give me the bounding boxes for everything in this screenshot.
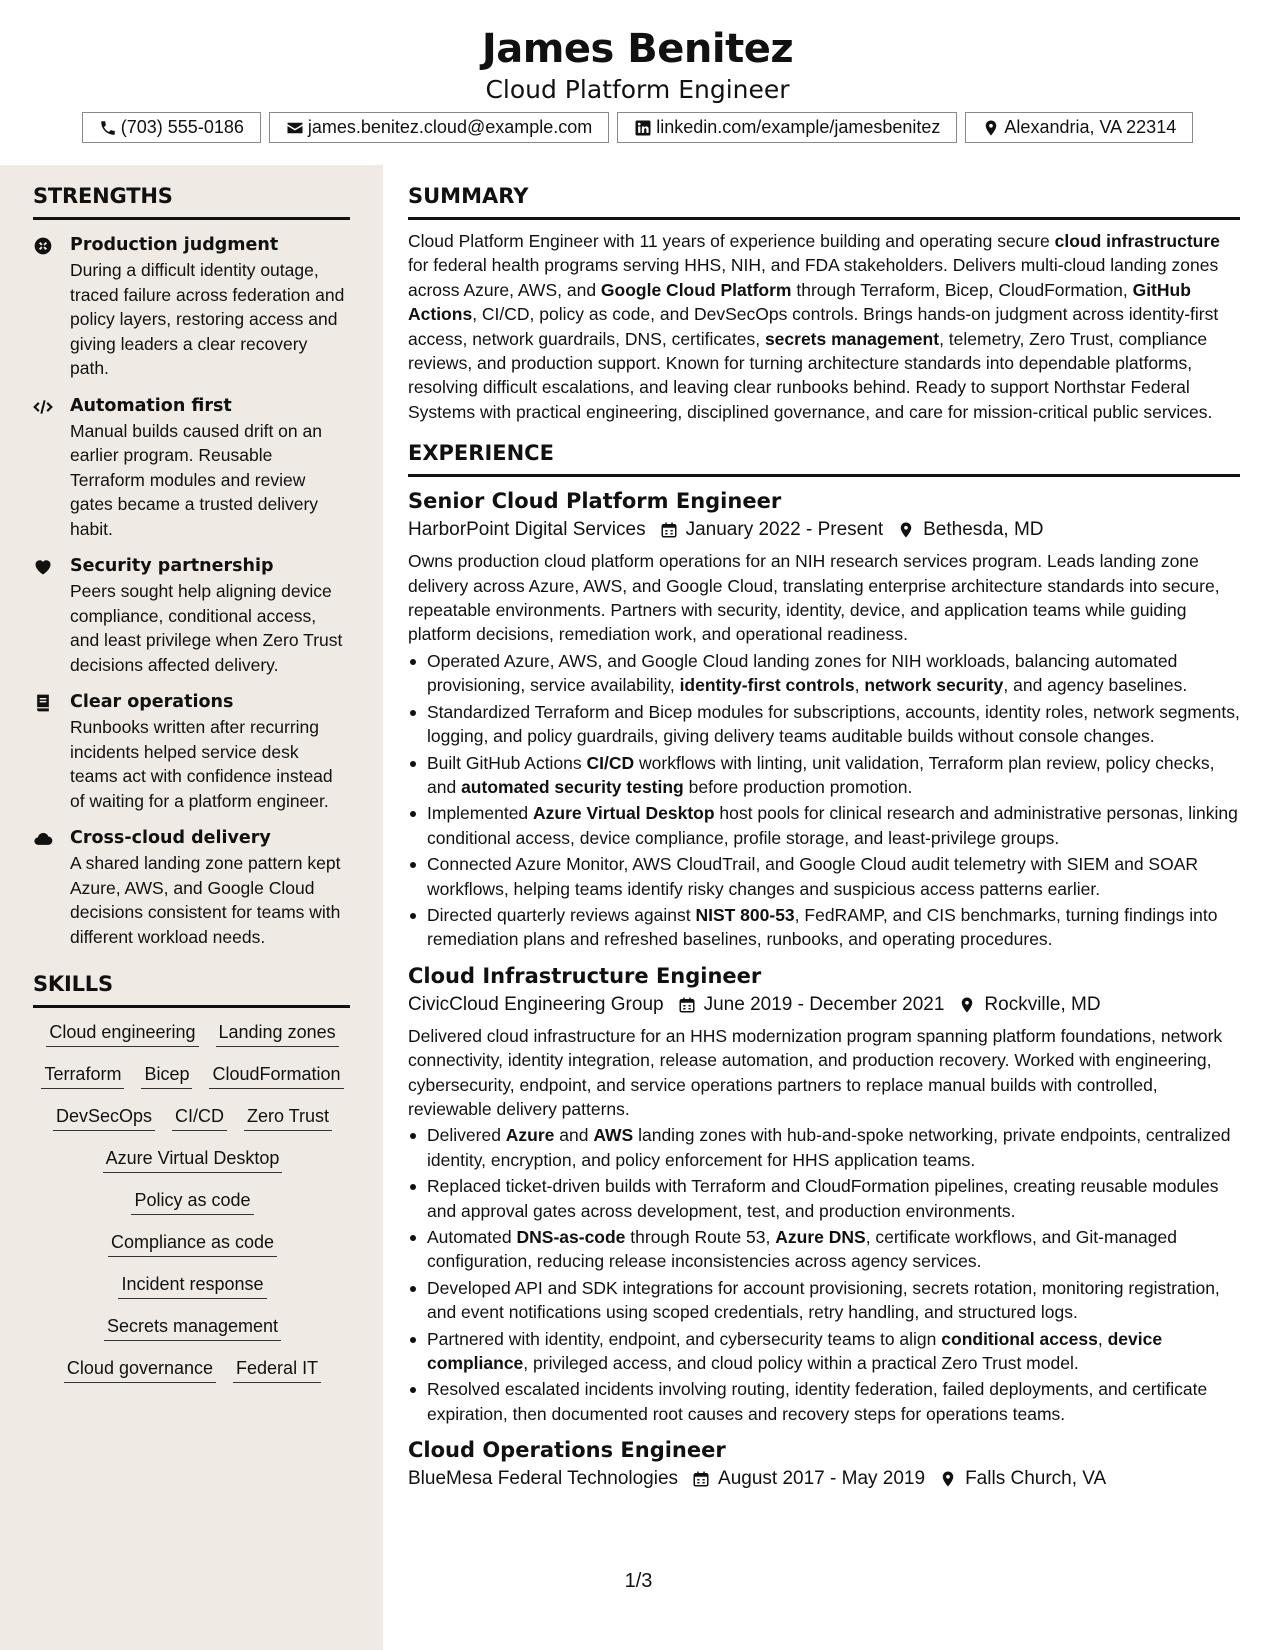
bullet-item [408,1174,1240,1223]
text-run: Cloud Platform Engineer with 11 years of experience building and operating secure [408,231,1055,251]
job-dates: January 2022 - Present [685,519,884,541]
strength-title: Clear operations [70,692,234,712]
strength-text: Manual builds caused drift on an earlier program. Reusable Terraform modules and review gates became a trusted delivery habit. [70,420,322,539]
sidebar [0,165,383,1650]
job-location: Bethesda, MD [923,519,1044,541]
job-location: Rockville, MD [984,993,1101,1015]
bullet-item [408,649,1240,698]
phone-text: (703) 555-0186 [120,117,244,137]
job-dates: June 2019 - December 2021 [703,993,945,1015]
contact-linkedin[interactable] [617,112,957,143]
text-run: through Terraform, Bicep, CloudFormation, [791,279,1133,300]
strength-text: Peers sought help aligning device compliance, conditional access, and least privilege when Zero Trust decisions affected delivery. [70,581,343,675]
job-location: Falls Church, VA [965,1468,1107,1490]
strength-title: Security partnership [70,556,274,576]
job-title: Cloud Infrastructure Engineer [408,963,762,988]
main-content [408,183,1240,1494]
emphasis-text: Google Cloud Platform [600,279,792,300]
text-run: Operated Azure, AWS, and Google Cloud landing zones for NIH workloads, balancing automated provisioning, service availability, [427,650,1178,696]
resume-header [0,0,1275,160]
emphasis-text: network security [864,675,1004,696]
calendar-icon [660,521,678,539]
page-number: 1/3 [624,1570,653,1592]
map-pin-icon [982,119,1000,137]
text-run: Partnered with identity, endpoint, and cybersecurity teams to align [427,1328,942,1349]
contact-bar [0,112,1275,143]
strength-item [33,825,350,949]
skills-list [33,1020,352,1398]
linkedin-icon [634,119,652,137]
map-pin-icon [897,521,915,539]
bullet-item [408,903,1240,952]
calendar-icon [678,996,696,1014]
job-entry [408,962,1240,1427]
bullet-item [408,1327,1240,1376]
emphasis-text: NIST 800-53 [695,904,795,925]
job-title: Cloud Operations Engineer [408,1438,726,1463]
emphasis-text: CI/CD [586,752,635,773]
bullet-item [408,1377,1240,1426]
skill-tag: Compliance as code [108,1230,277,1257]
phone-icon [99,119,117,137]
emphasis-text: GitHub Actions [408,279,1191,325]
map-pin-icon [939,1470,957,1488]
job-meta [408,515,1240,545]
linkedin-text: linkedin.com/example/jamesbenitez [656,117,941,137]
job-description: Owns production cloud platform operations for an NIH research services program. Leads landing zone delivery across Azure, AWS, and Google Cloud, translating enterprise architecture standards into secure, repeatable environments. Partners with security, identity, device, and application teams while guiding platform decisions, remediation work, and operational readiness. [408,551,1220,645]
bullet-item [408,1276,1240,1325]
job-bullets [408,1123,1240,1426]
text-run: , and agency baselines. [1003,675,1188,696]
emphasis-text: DNS-as-code [516,1227,626,1247]
text-run: for federal health programs serving HHS, NIH, and FDA stakeholders. Delivers multi-cloud landing zones across Azure, AWS, and [408,255,1219,300]
strength-text: A shared landing zone pattern kept Azure, AWS, and Google Cloud decisions consistent for teams with different workload needs. [70,853,341,947]
text-run: Connected Azure Monitor, AWS CloudTrail, and Google Cloud audit telemetry with SIEM and SOAR workflows, helping teams identify risky changes and suspicious access patterns earlier. [427,854,1199,899]
job-meta [408,1464,1240,1494]
skill-tag: Landing zones [216,1020,339,1047]
crosshair-icon [33,236,53,256]
skill-row [118,1272,266,1299]
text-run: , telemetry, Zero Trust, compliance reviews, and production support. Known for turning architecture standards into dependable platforms, resolving difficult escalations, and leaving clear runbooks behind. Ready to support Northstar Federal Systems with practical engineering, disciplined governance, and care for mission-critical public services. [408,328,1213,422]
emphasis-text: cloud infrastructure [1054,231,1220,251]
company-name: CivicCloud Engineering Group [408,993,664,1015]
skill-row [41,1062,343,1089]
text-run: workflows with linting, unit validation, Terraform plan review, policy checks, and [427,752,1215,797]
skill-tag: Azure Virtual Desktop [103,1146,283,1173]
emphasis-text: automated security testing [461,776,684,797]
job-title: Senior Cloud Platform Engineer [408,489,782,514]
cloud-icon [33,829,53,849]
text-run: Developed API and SDK integrations for account provisioning, secrets rotation, monitoring registration, and event notifications using scoped credentials, retry handling, and structured logs. [427,1277,1220,1323]
bullet-item [408,700,1240,749]
skill-tag: DevSecOps [53,1104,155,1131]
skill-row [108,1230,277,1257]
skill-tag: CloudFormation [209,1062,343,1089]
envelope-icon [286,119,304,137]
emphasis-text: conditional access [941,1328,1098,1349]
strength-title: Cross-cloud delivery [70,828,271,848]
strength-item [33,689,350,813]
skill-row [64,1356,321,1383]
skill-tag: Cloud engineering [46,1020,198,1047]
text-run: Built GitHub Actions [427,752,587,773]
experience-heading: EXPERIENCE [408,440,1240,477]
emphasis-text: Azure DNS [775,1227,866,1247]
company-name: BlueMesa Federal Technologies [408,1468,679,1490]
text-run: host pools for clinical research and administrative personas, linking conditional access, device compliance, profile storage, and least-privilege groups. [427,803,1238,848]
skill-row [104,1314,281,1341]
email-text: james.benitez.cloud@example.com [307,117,593,137]
bullet-item [408,1123,1240,1172]
skill-tag: Zero Trust [244,1104,332,1131]
contact-email[interactable] [269,112,609,143]
strength-item [33,553,350,677]
text-run: Directed quarterly reviews against [427,904,696,925]
skill-row [103,1146,283,1173]
job-dates: August 2017 - May 2019 [718,1468,926,1490]
strengths-heading: STRENGTHS [33,183,350,220]
text-run: Automated [427,1227,517,1247]
skills-heading: SKILLS [33,971,350,1008]
skill-tag: Bicep [141,1062,192,1089]
text-run: Implemented [427,803,534,824]
skill-tag: Incident response [118,1272,266,1299]
job-meta [408,990,1240,1020]
skill-row [53,1104,332,1131]
job-bullets [408,649,1240,952]
contact-location [965,112,1193,143]
text-run: before production promotion. [683,776,913,797]
text-run: Delivered [427,1125,506,1146]
job-description: Delivered cloud infrastructure for an HHS modernization program spanning platform foundations, network connectivity, identity integration, release automation, and production recovery. Worked with engineering, cybersecurity, endpoint, and service operations partners to replace manual builds with controlled, reviewable delivery patterns. [408,1025,1223,1119]
book-icon [33,693,53,713]
contact-phone[interactable] [82,112,261,143]
candidate-name: James Benitez [481,26,794,72]
summary-text [408,229,1240,424]
skill-tag: Cloud governance [64,1356,216,1383]
page-indicator [0,1570,1275,1593]
emphasis-text: identity-first controls [679,675,855,696]
skill-tag: Secrets management [104,1314,281,1341]
text-run: , privileged access, and cloud policy within a practical Zero Trust model. [523,1353,1079,1374]
skill-row [46,1020,338,1047]
skill-tag: Terraform [41,1062,124,1089]
bullet-item [408,801,1240,850]
text-run: landing zones with hub-and-spoke networking, private endpoints, centralized identity, encryption, and policy enforcement for HHS application teams. [427,1125,1231,1170]
skill-tag: CI/CD [172,1104,227,1131]
candidate-title: Cloud Platform Engineer [485,75,790,104]
text-run: Resolved escalated incidents involving routing, identity federation, failed deployments, and certificate expiration, then documented root causes and recovery steps for operations teams. [427,1379,1208,1424]
text-run: through Route 53, [625,1227,776,1247]
strength-title: Automation first [70,395,232,416]
job-entry [408,487,1240,952]
emphasis-text: Azure Virtual Desktop [533,803,715,824]
emphasis-text: device compliance [427,1328,1163,1374]
emphasis-text: secrets management [764,328,940,349]
job-entry [408,1436,1240,1494]
text-run: Standardized Terraform and Bicep modules for subscriptions, accounts, identity roles, network segments, logging, and policy guardrails, giving delivery teams auditable builds without console changes. [427,701,1240,747]
text-run: , [854,675,865,696]
text-run: Replaced ticket-driven builds with Terraform and CloudFormation pipelines, creating reusable modules and approval gates across development, test, and production environments. [427,1176,1219,1221]
strength-text: During a difficult identity outage, traced failure across federation and policy layers, restoring access and giving leaders a clear recovery path. [70,260,345,378]
skill-row [131,1188,253,1215]
map-pin-icon [958,996,976,1014]
strength-text: Runbooks written after recurring incidents helped service desk teams act with confidence instead of waiting for a platform engineer. [70,717,333,811]
calendar-icon [692,1470,710,1488]
text-run: and [554,1125,594,1146]
bullet-item [408,751,1240,800]
text-run: , [1097,1328,1108,1349]
strength-item [33,232,350,381]
summary-heading: SUMMARY [408,183,1240,220]
emphasis-text: AWS [593,1125,634,1146]
bullet-item [408,852,1240,901]
skill-tag: Federal IT [233,1356,321,1383]
location-text: Alexandria, VA 22314 [1004,117,1177,137]
code-icon [33,397,53,417]
strengths-list [33,232,350,949]
strength-item [33,393,350,542]
emphasis-text: Azure [505,1125,555,1146]
skill-tag: Policy as code [131,1188,253,1215]
bullet-item [408,1225,1240,1274]
text-run: , CI/CD, policy as code, and DevSecOps controls. Brings hands-on judgment across identity-first access, network guardrails, DNS, certificates, [408,304,1219,349]
strength-title: Production judgment [70,235,279,255]
heart-icon [33,557,53,577]
text-run: , FedRAMP, and CIS benchmarks, turning findings into remediation plans and refreshed baselines, runbooks, and operating procedures. [427,904,1218,950]
text-run: , certificate workflows, and Git-managed configuration, reducing release inconsistencies across agency services. [427,1227,1177,1272]
company-name: HarborPoint Digital Services [408,519,646,541]
